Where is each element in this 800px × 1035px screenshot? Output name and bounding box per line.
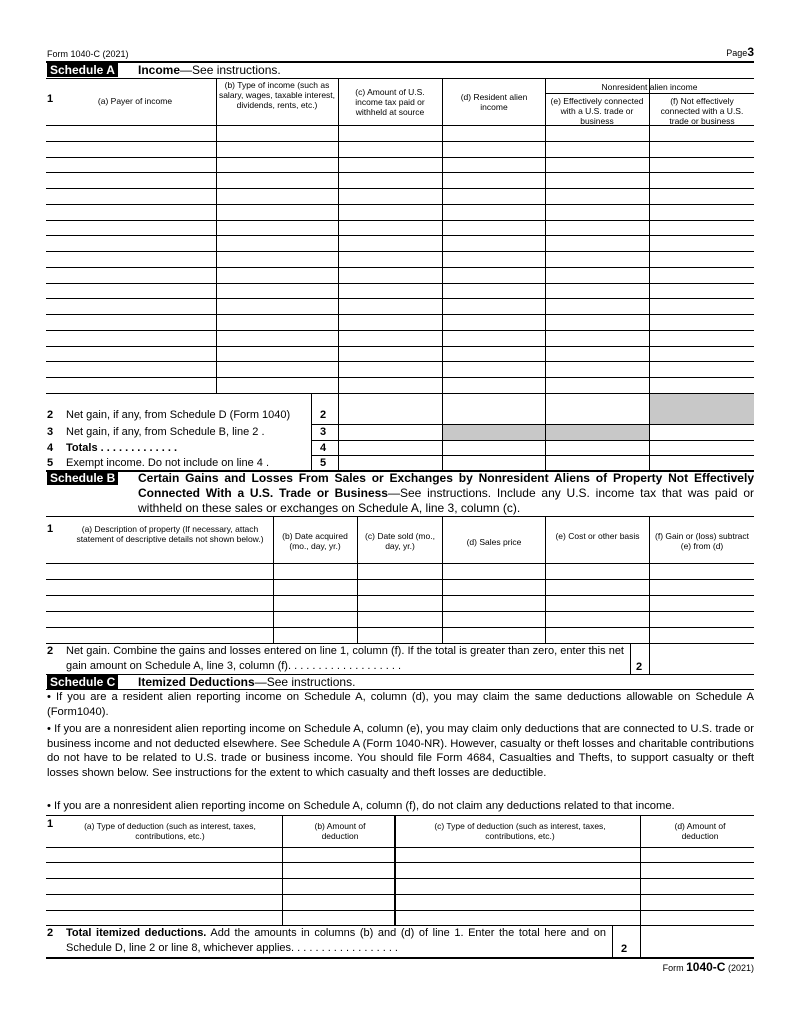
input-cell[interactable] [47, 284, 215, 297]
input-cell[interactable] [217, 268, 337, 282]
page-label: Page [726, 48, 748, 58]
line-number: 5 [47, 457, 54, 469]
input-cell[interactable] [339, 394, 441, 423]
line-number: 1 [47, 523, 54, 535]
input-cell[interactable] [650, 564, 753, 578]
input-cell[interactable] [339, 205, 441, 219]
input-cell[interactable] [641, 911, 753, 924]
input-cell[interactable] [339, 425, 441, 439]
input-cell[interactable] [396, 863, 639, 877]
line-number: 3 [47, 426, 54, 438]
input-cell[interactable] [443, 596, 544, 610]
line-box-number: 2 [320, 409, 327, 421]
input-cell[interactable] [339, 236, 441, 250]
schedule-b-badge: Schedule B [47, 471, 118, 485]
input-cell[interactable] [650, 612, 753, 626]
input-cell[interactable] [47, 315, 215, 329]
line-number: 2 [47, 409, 54, 421]
col-header-a: (a) Description of property (If necessary, attach statement of descriptive details not shown below.) [76, 524, 264, 544]
input-cell[interactable] [546, 441, 648, 454]
input-cell[interactable] [546, 299, 648, 313]
input-cell[interactable] [339, 331, 441, 345]
schedule-a-badge: Schedule A [47, 63, 118, 77]
input-cell[interactable] [339, 221, 441, 234]
input-cell[interactable] [47, 158, 215, 171]
line-text: Exempt income. Do not include on line 4 . [66, 457, 270, 469]
input-cell[interactable] [217, 299, 337, 313]
input-cell[interactable] [650, 299, 753, 313]
line-box-number: 2 [621, 943, 628, 955]
input-cell[interactable] [650, 158, 753, 171]
input-cell[interactable] [283, 911, 394, 924]
input-cell[interactable] [650, 252, 753, 266]
input-cell[interactable] [47, 126, 215, 140]
input-cell[interactable] [47, 221, 215, 234]
input-cell[interactable] [358, 564, 441, 578]
input-cell[interactable] [443, 268, 544, 282]
input-cell[interactable] [650, 378, 753, 392]
input-cell[interactable] [339, 315, 441, 329]
input-cell[interactable] [443, 236, 544, 250]
input-cell[interactable] [217, 205, 337, 219]
page-num: 3 [747, 45, 754, 59]
input-cell[interactable] [47, 205, 215, 219]
col-header-c: (c) Amount of U.S. income tax paid or withheld at source [355, 87, 425, 117]
input-cell[interactable] [274, 628, 356, 642]
input-cell[interactable] [339, 441, 441, 454]
input-cell[interactable] [339, 158, 441, 171]
input-cell[interactable] [546, 268, 648, 282]
input-cell[interactable] [443, 564, 544, 578]
input-cell[interactable] [443, 331, 544, 345]
input-cell[interactable] [546, 221, 648, 234]
line-number: 1 [47, 93, 54, 105]
input-cell[interactable] [358, 612, 441, 626]
line-number: 4 [47, 442, 54, 454]
input-cell[interactable] [274, 564, 356, 578]
input-cell[interactable] [443, 362, 544, 376]
input-cell[interactable] [396, 895, 639, 909]
line-number: 1 [47, 818, 54, 830]
line-2-text: Net gain. Combine the gains and losses entered on line 1, column (f). If the total is greater than zero, enter this net gain amount on Schedule A, line 3, column (f). . . . . . . . . . . . . . . . . . . [66, 645, 624, 672]
input-cell[interactable] [650, 628, 753, 642]
input-cell[interactable] [339, 347, 441, 360]
input-cell[interactable] [650, 394, 753, 423]
input-cell[interactable] [47, 252, 215, 266]
input-cell[interactable] [650, 596, 753, 610]
input-cell[interactable] [283, 879, 394, 893]
input-cell[interactable] [339, 142, 441, 156]
line-text: Net gain, if any, from Schedule D (Form 1040) [66, 409, 291, 421]
input-cell[interactable] [546, 236, 648, 250]
input-cell[interactable] [546, 315, 648, 329]
input-cell[interactable] [443, 612, 544, 626]
input-cell[interactable] [443, 299, 544, 313]
input-cell[interactable] [546, 612, 648, 626]
input-cell[interactable] [47, 347, 215, 360]
input-cell[interactable] [443, 205, 544, 219]
input-cell[interactable] [339, 299, 441, 313]
col-header-d: (d) Resident alien income [460, 92, 528, 112]
input-cell[interactable] [217, 221, 337, 234]
input-cell[interactable] [443, 394, 544, 423]
schedule-a-title: Income—See instructions. [138, 63, 281, 77]
input-cell[interactable] [339, 189, 441, 203]
input-cell[interactable] [339, 173, 441, 187]
line-box-number: 2 [636, 661, 643, 673]
input-cell[interactable] [47, 173, 215, 187]
input-cell[interactable] [546, 158, 648, 171]
input-cell[interactable] [650, 142, 753, 156]
input-cell[interactable] [283, 895, 394, 909]
input-cell[interactable] [47, 299, 215, 313]
input-cell[interactable] [47, 331, 215, 345]
input-cell[interactable] [217, 347, 337, 360]
input-cell[interactable] [546, 378, 648, 392]
bullet-resident: • If you are a resident alien reporting income on Schedule A, column (d), you may claim the same deductions allowable on Schedule A (Form1040). [47, 691, 754, 718]
input-cell[interactable] [339, 456, 441, 469]
input-cell[interactable] [47, 628, 272, 642]
input-cell[interactable] [443, 378, 544, 392]
input-cell[interactable] [443, 315, 544, 329]
input-cell[interactable] [339, 126, 441, 140]
input-cell[interactable] [546, 425, 648, 439]
input-cell[interactable] [443, 126, 544, 140]
input-cell[interactable] [546, 580, 648, 594]
input-cell[interactable] [443, 158, 544, 171]
input-cell[interactable] [650, 315, 753, 329]
input-cell[interactable] [217, 158, 337, 171]
line-text: Totals . . . . . . . . . . . . . [66, 442, 178, 454]
input-cell[interactable] [650, 173, 753, 187]
col-group-nonresident: Nonresident alien income [601, 82, 698, 92]
input-cell[interactable] [546, 205, 648, 219]
line-2-text: Total itemized deductions. Add the amounts in columns (b) and (d) of line 1. Enter the total here and on Schedule D, line 2 or line 8, whichever applies. . . . . . . . . . . . . . . . . . [66, 927, 606, 954]
input-cell[interactable] [358, 580, 441, 594]
input-cell[interactable] [443, 425, 544, 439]
input-cell[interactable] [443, 347, 544, 360]
input-cell[interactable] [650, 268, 753, 282]
input-cell[interactable] [217, 236, 337, 250]
input-cell[interactable] [47, 378, 215, 392]
col-header-d: (d) Sales price [466, 537, 522, 547]
line-text: Net gain, if any, from Schedule B, line 2 . [66, 426, 265, 438]
input-cell[interactable] [47, 268, 215, 282]
input-cell[interactable] [217, 331, 337, 345]
input-cell[interactable] [650, 189, 753, 203]
input-cell[interactable] [283, 848, 394, 861]
column-line [311, 393, 312, 470]
input-cell[interactable] [396, 911, 639, 924]
input-cell[interactable] [47, 564, 272, 578]
line-number: 2 [47, 645, 54, 657]
input-cell[interactable] [641, 879, 753, 893]
total-deductions-input[interactable] [641, 926, 754, 956]
col-header-f: (f) Gain or (loss) subtract (e) from (d) [655, 531, 749, 551]
input-cell[interactable] [339, 378, 441, 392]
input-cell[interactable] [641, 848, 753, 861]
input-cell[interactable] [274, 612, 356, 626]
input-cell[interactable] [443, 142, 544, 156]
input-cell[interactable] [546, 331, 648, 345]
input-cell[interactable] [217, 126, 337, 140]
input-cell[interactable] [641, 895, 753, 909]
net-gain-input[interactable] [650, 644, 754, 673]
col-header-f: (f) Not effectively connected with a U.S. trade or business [660, 96, 744, 126]
input-cell[interactable] [47, 879, 281, 893]
input-cell[interactable] [47, 895, 281, 909]
input-cell[interactable] [546, 564, 648, 578]
col-header-d: (d) Amount of deduction [674, 821, 726, 841]
input-cell[interactable] [650, 236, 753, 250]
bullet-nonresident-f: • If you are a nonresident alien reporting income on Schedule A, column (f), do not claim any deductions related to that income. [47, 800, 675, 812]
input-cell[interactable] [546, 628, 648, 642]
bullet-nonresident-e: • If you are a nonresident alien reporting income on Schedule A, column (e), you may claim only deductions that are connected to U.S. trade or business income and not deducted elsewhere. See Schedule A (Form 1040-NR). However, casualty or theft losses and charitable contributions do not have to be related to U.S. trade or business income. You should file Form 4684, Casualties and Thefts, to support casualty or theft losses shown below. See instructions for the extent to which casualty and theft losses are deductible. [47, 723, 754, 779]
col-header-c: (c) Type of deduction (such as interest, taxes, contributions, etc.) [434, 821, 606, 841]
input-cell[interactable] [650, 126, 753, 140]
input-cell[interactable] [339, 252, 441, 266]
input-cell[interactable] [217, 315, 337, 329]
col-header-b: (b) Amount of deduction [314, 821, 366, 841]
input-cell[interactable] [47, 362, 215, 376]
col-header-e: (e) Cost or other basis [555, 531, 640, 541]
input-cell[interactable] [650, 441, 753, 454]
col-header-a: (a) Type of deduction (such as interest, taxes, contributions, etc.) [84, 821, 256, 841]
input-cell[interactable] [546, 362, 648, 376]
input-cell[interactable] [546, 347, 648, 360]
input-cell[interactable] [217, 252, 337, 266]
input-cell[interactable] [339, 268, 441, 282]
input-cell[interactable] [443, 284, 544, 297]
schedule-c-title: Itemized Deductions—See instructions. [138, 675, 356, 689]
input-cell[interactable] [47, 612, 272, 626]
col-header-a: (a) Payer of income [97, 96, 173, 106]
input-cell[interactable] [358, 596, 441, 610]
input-cell[interactable] [546, 142, 648, 156]
input-cell[interactable] [546, 284, 648, 297]
input-cell[interactable] [443, 221, 544, 234]
input-cell[interactable] [217, 173, 337, 187]
input-cell[interactable] [650, 580, 753, 594]
input-cell[interactable] [650, 284, 753, 297]
input-cell[interactable] [217, 142, 337, 156]
footer-form-id: Form 1040-C (2021) [662, 960, 754, 974]
input-cell[interactable] [47, 863, 281, 877]
input-cell[interactable] [274, 580, 356, 594]
input-cell[interactable] [47, 142, 215, 156]
column-line [649, 93, 650, 125]
form-id: Form 1040-C (2021) [47, 49, 129, 59]
input-cell[interactable] [358, 628, 441, 642]
input-cell[interactable] [546, 126, 648, 140]
input-cell[interactable] [283, 863, 394, 877]
input-cell[interactable] [47, 189, 215, 203]
line-box-number: 4 [320, 442, 327, 454]
input-cell[interactable] [650, 456, 753, 469]
input-cell[interactable] [546, 173, 648, 187]
input-cell[interactable] [396, 879, 639, 893]
line-box-number: 5 [320, 457, 327, 469]
input-cell[interactable] [443, 628, 544, 642]
input-cell[interactable] [47, 236, 215, 250]
page-number [726, 45, 754, 60]
input-cell[interactable] [443, 189, 544, 203]
schedule-c-badge: Schedule C [47, 675, 118, 689]
input-cell[interactable] [443, 252, 544, 266]
schedule-b-title: Certain Gains and Losses From Sales or Exchanges by Nonresident Aliens of Property Not Effectively Connected With a U.S. Trade or Business—See instructions. Include any U.S. income tax that was paid or withheld on these sales or exchanges on Schedule A, line 3, column (c). [138, 471, 754, 515]
input-cell[interactable] [650, 331, 753, 345]
input-cell[interactable] [47, 596, 272, 610]
input-cell[interactable] [47, 580, 272, 594]
input-cell[interactable] [47, 848, 281, 861]
input-cell[interactable] [546, 456, 648, 469]
input-cell[interactable] [274, 596, 356, 610]
line-box-number: 3 [320, 426, 327, 438]
input-cell[interactable] [546, 394, 648, 423]
input-cell[interactable] [546, 252, 648, 266]
input-cell[interactable] [339, 362, 441, 376]
input-cell[interactable] [443, 173, 544, 187]
input-cell[interactable] [443, 456, 544, 469]
col-header-e: (e) Effectively connected with a U.S. trade or business [550, 96, 644, 126]
col-header-b: (b) Date acquired (mo., day, yr.) [282, 531, 348, 551]
input-cell[interactable] [546, 596, 648, 610]
input-cell[interactable] [339, 284, 441, 297]
input-cell[interactable] [217, 189, 337, 203]
input-cell[interactable] [546, 189, 648, 203]
input-cell[interactable] [650, 221, 753, 234]
input-cell[interactable] [443, 441, 544, 454]
input-cell[interactable] [650, 362, 753, 376]
input-cell[interactable] [443, 580, 544, 594]
input-cell[interactable] [217, 284, 337, 297]
col-header-b: (b) Type of income (such as salary, wages, taxable interest, dividends, rents, etc.) [218, 80, 336, 110]
input-cell[interactable] [650, 347, 753, 360]
input-cell[interactable] [396, 848, 639, 861]
input-cell[interactable] [47, 911, 281, 924]
line-number: 2 [47, 927, 54, 939]
col-header-c: (c) Date sold (mo., day, yr.) [365, 531, 435, 551]
input-cell[interactable] [650, 205, 753, 219]
input-cell[interactable] [217, 378, 337, 392]
input-cell[interactable] [217, 362, 337, 376]
input-cell[interactable] [641, 863, 753, 877]
input-cell[interactable] [650, 425, 753, 439]
